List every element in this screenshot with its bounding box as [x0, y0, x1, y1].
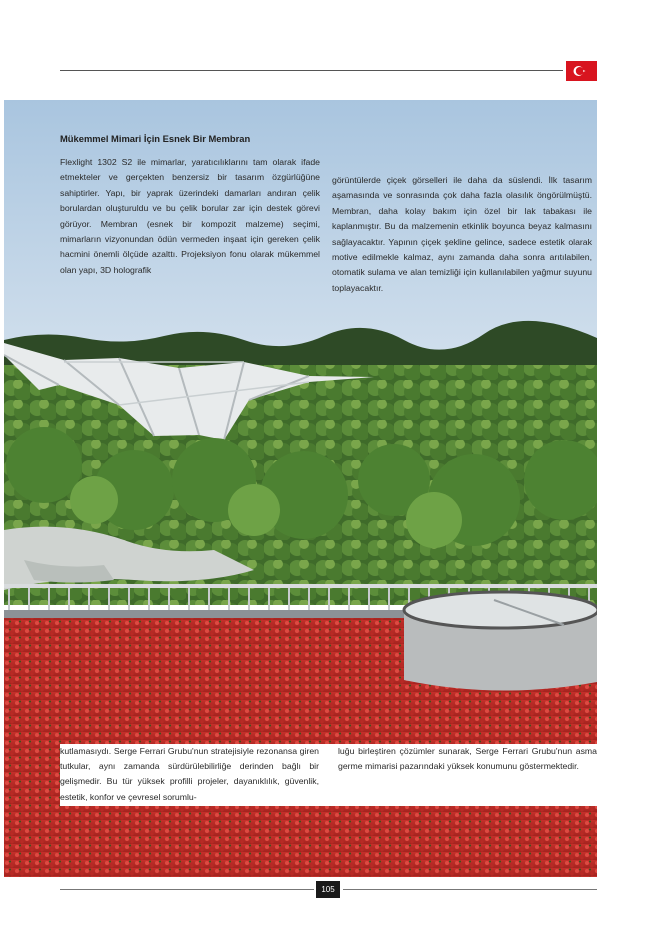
article-top [60, 133, 592, 296]
bottom-rule-left [60, 889, 314, 890]
article-bottom-band [60, 744, 597, 806]
text-column-4: luğu birleştiren çözümler sunarak, Serge Ferrari Grubu'nun asma germe mimarisi pazarındaki yüksek konumunu göstermektedir. [338, 746, 597, 772]
article-heading: Mükemmel Mimari İçin Esnek Bir Membran [60, 133, 251, 144]
round-tank [404, 592, 597, 691]
page-number: 105 [316, 881, 340, 898]
text-column-1: Flexlight 1302 S2 ile mimarlar, yaratıcılıklarını tam olarak ifade etmekteler ve gerçekten benzersiz bir tasarım özgürlüğüne sahiptirler. Yapı, bir yaprak üzerindeki damarları andıran çelik borulardan oluşturuldu ve bu çelik borular zar için destek görevi görüyor. Membran (esnek bir kompozit malzeme) seçimi, mimarların vizyonundan ödün vermeden inşaat için gereken çelik hacmini önemli ölçüde azalttı. Projeksiyon fonu olarak mükemmel olan yapı, 3D holografik [60, 157, 320, 275]
top-rule [60, 70, 563, 71]
text-column-2: görüntülerde çiçek görselleri ile daha da süslendi. İlk tasarım aşamasında ve sonrasında çok daha fazla olasılık öngörülmüştü. Membran, daha kolay bakım için özel bir lak tabakası ile kaplanmıştır. Bu da malzemenin etkinlik boyunca beyaz kalmasını sağlayacaktır. Yapının çiçek şekline gelince, sadece estetik olarak motive edilmekle kalmaz, aynı zamanda daha sonra arıtılabilen, otomatik sulama ve alan temizliği için kullanılabilen yağmur suyunu toplayacaktır. [332, 175, 592, 293]
turkey-flag-icon [566, 61, 597, 81]
text-column-3: kutlamasıydı. Serge Ferrari Grubu'nun stratejisiyle rezonansa giren tutkular, aynı zamanda sürdürülebilirliğe derinden bağlı bir gelişmedir. Bu tür yüksek profilli projeler, dayanıklılık, güvenlik, estetik, konfor ve çevresel sorumlu- [60, 746, 319, 802]
bottom-rule-right [343, 889, 597, 890]
